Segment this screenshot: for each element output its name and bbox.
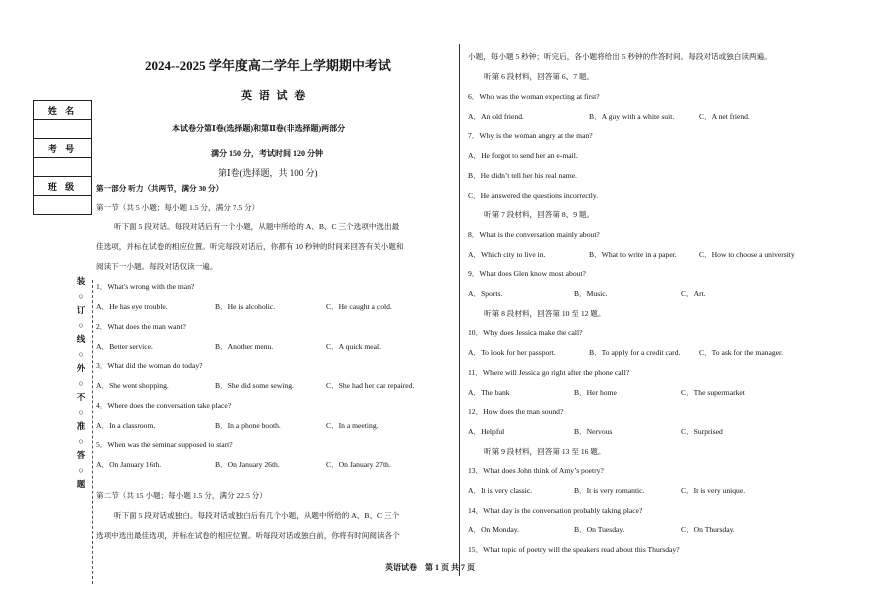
part1-heading: 第一部分 听力（共两节，满分 30 分） — [96, 184, 224, 193]
option-b: B．Music. — [574, 289, 608, 298]
section1-heading: 第一节（共 5 小题；每小题 1.5 分，满分 7.5 分） — [96, 203, 260, 212]
option-1-b: B．He is alcoholic. — [215, 302, 276, 311]
option-a: A．Which city to live in. — [468, 249, 546, 259]
seal-char: 准 — [76, 421, 86, 431]
right-intro-1: 小题，每小题 5 秒钟；听完后，各小题将给出 5 秒钟的作答时间。每段对话或独白读两遍。 — [468, 52, 772, 61]
student-info-table — [33, 100, 92, 215]
option-1-c: C．He caught a cold. — [326, 302, 392, 311]
seal-circle: ○ — [78, 406, 84, 417]
question-4: 4．Where does the conversation take place? — [96, 400, 232, 410]
question-line: 10．Why does Jessica make the call? — [468, 328, 583, 338]
binding-dashed-line — [92, 280, 93, 584]
option-2-c: C．A quick meal. — [326, 341, 382, 351]
question-line: 15．What topic of poetry will the speakers read about this Thursday? — [468, 545, 680, 555]
section2-instruction-2: 选项中选出最佳选项，并标在试卷的相应位置。听每段对话或独白前，你将有时间阅读各个 — [96, 531, 400, 540]
question-1: 1．What's wrong with the man? — [96, 282, 195, 291]
option-3-c: C．She had her car repaired. — [326, 381, 415, 390]
exam-number-label: 考 号 — [34, 139, 92, 158]
section2-instruction-1: 听下面 5 段对话或独白。每段对话或独白后有几个小题，从题中所给的 A、B、C 三个 — [114, 511, 400, 520]
question-line: 11．Where will Jessica go right after the phone call? — [468, 367, 630, 377]
seal-circle: ○ — [78, 290, 84, 301]
option-4-a: A．In a classroom. — [96, 420, 156, 430]
seal-circle: ○ — [78, 319, 84, 330]
section1-instruction-2: 佳选项，并标在试卷的相应位置。听完每段对话后，你都有 10 秒钟的时间来回答有关小题和 — [96, 242, 404, 251]
question-line: 13．What does John think of Amy’s poetry? — [468, 466, 604, 476]
exam-title: 2024--2025 学年度高二学年上学期期中考试 — [145, 58, 391, 73]
section2-heading: 第二节（共 15 小题；每小题 1.5 分，满分 22.5 分） — [96, 491, 267, 500]
option-b: B．Nervous — [574, 426, 613, 436]
question-line: 14．What day is the conversation probably taking place? — [468, 505, 643, 515]
option-1-a: A．He has eye trouble. — [96, 302, 168, 311]
seal-char: 答 — [76, 450, 86, 460]
option-2-b: B．Another menu. — [215, 341, 274, 351]
option-4-c: C．In a meeting. — [326, 420, 379, 430]
option-b: B．Her home — [574, 387, 617, 397]
option-5-b: B．On January 26th. — [215, 460, 280, 469]
option-b: B．A guy with a white suit. — [589, 111, 675, 121]
seal-circle: ○ — [78, 435, 84, 446]
option-c: C．How to choose a university — [699, 249, 795, 259]
option-3-a: A．She went shopping. — [96, 381, 169, 390]
seal-char: 外 — [76, 363, 86, 373]
score-time: 满分 150 分，考试时间 120 分钟 — [211, 149, 323, 158]
option-c: C．The supermarket — [681, 387, 745, 397]
option-2-a: A．Better service. — [96, 341, 153, 351]
option-b: B．On Tuesday. — [574, 525, 625, 535]
option-a: A．On Monday. — [468, 525, 519, 535]
option-c: C．Art. — [681, 289, 706, 298]
seal-char: 订 — [76, 305, 86, 315]
question-line: 7．Why is the woman angry at the man? — [468, 131, 593, 141]
listening-note: 听第 7 段材料，回答第 8、9 题。 — [484, 210, 595, 220]
seal-circle: ○ — [78, 377, 84, 388]
question-2: 2．What does the man want? — [96, 321, 186, 331]
option-a: A．An old friend. — [468, 111, 524, 121]
option-c: C．On Thursday. — [681, 525, 735, 535]
subject-title: 英 语 试 卷 — [241, 90, 308, 102]
option-b: B．To apply for a credit card. — [589, 348, 681, 358]
volume-heading: 第Ⅰ卷(选择题，共 100 分) — [218, 168, 318, 178]
right-intro-2: 听第 6 段材料，回答第 6、7 题。 — [484, 72, 595, 81]
listening-note: 听第 8 段材料，回答第 10 至 12 题。 — [484, 308, 606, 318]
page-footer: 英语试卷 第 1 页 共 7 页 — [385, 563, 475, 572]
section1-instruction-1: 听下面 5 段对话。每段对话后有一个小题，从题中所给的 A、B、C 三个选项中选出最 — [114, 222, 400, 231]
section1-instruction-3: 阅读下一小题。每段对话仅读一遍。 — [96, 262, 218, 271]
option-c: C．To ask for the manager. — [699, 348, 784, 358]
option-5-a: A．On January 16th. — [96, 460, 162, 469]
seal-circle: ○ — [78, 348, 84, 359]
option-a: A．To look for her passport. — [468, 348, 556, 358]
option-c: C．It is very unique. — [681, 486, 746, 495]
name-field[interactable] — [34, 120, 92, 139]
option-3-b: B．She did some sewing. — [215, 381, 294, 390]
option-line: A．He forgot to send her an e-mail. — [468, 151, 578, 161]
option-4-b: B．In a phone booth. — [215, 420, 281, 430]
seal-char: 题 — [76, 479, 86, 489]
question-line: 9．What does Glen know most about? — [468, 269, 586, 279]
option-c: C．Surprised — [681, 426, 723, 436]
exam-number-field[interactable] — [34, 158, 92, 177]
question-3: 3．What did the woman do today? — [96, 361, 203, 370]
option-b: B．What to write in a paper. — [589, 249, 677, 259]
seal-char: 线 — [76, 334, 86, 344]
option-line: C．He answered the questions incorrectly. — [468, 190, 599, 200]
column-divider — [459, 44, 460, 576]
question-5: 5．When was the seminar supposed to start? — [96, 440, 233, 449]
seal-line-notice — [74, 274, 88, 492]
option-b: B．It is very romantic. — [574, 486, 645, 495]
class-field[interactable] — [34, 196, 92, 215]
option-c: C．A net friend. — [699, 111, 750, 121]
paper-structure: 本试卷分第Ⅰ卷(选择题)和第Ⅱ卷(非选择题)两部分 — [172, 124, 346, 133]
question-line: 6．Who was the woman expecting at first? — [468, 92, 600, 101]
seal-char: 不 — [76, 392, 86, 402]
question-line: 12．How does the man sound? — [468, 407, 564, 417]
name-label: 姓 名 — [34, 101, 92, 120]
option-a: A．The bank — [468, 387, 510, 397]
seal-circle: ○ — [78, 464, 84, 475]
option-a: A．It is very classic. — [468, 486, 533, 495]
option-line: B．He didn’t tell her his real name. — [468, 170, 577, 180]
class-label: 班 级 — [34, 177, 92, 196]
listening-note: 听第 9 段材料，回答第 13 至 16 题。 — [484, 446, 606, 456]
option-a: A．Helpful — [468, 426, 505, 436]
question-line: 8．What is the conversation mainly about? — [468, 229, 600, 239]
option-5-c: C．On January 27th. — [326, 460, 391, 469]
option-a: A．Sports. — [468, 289, 503, 298]
seal-char: 装 — [76, 276, 86, 286]
